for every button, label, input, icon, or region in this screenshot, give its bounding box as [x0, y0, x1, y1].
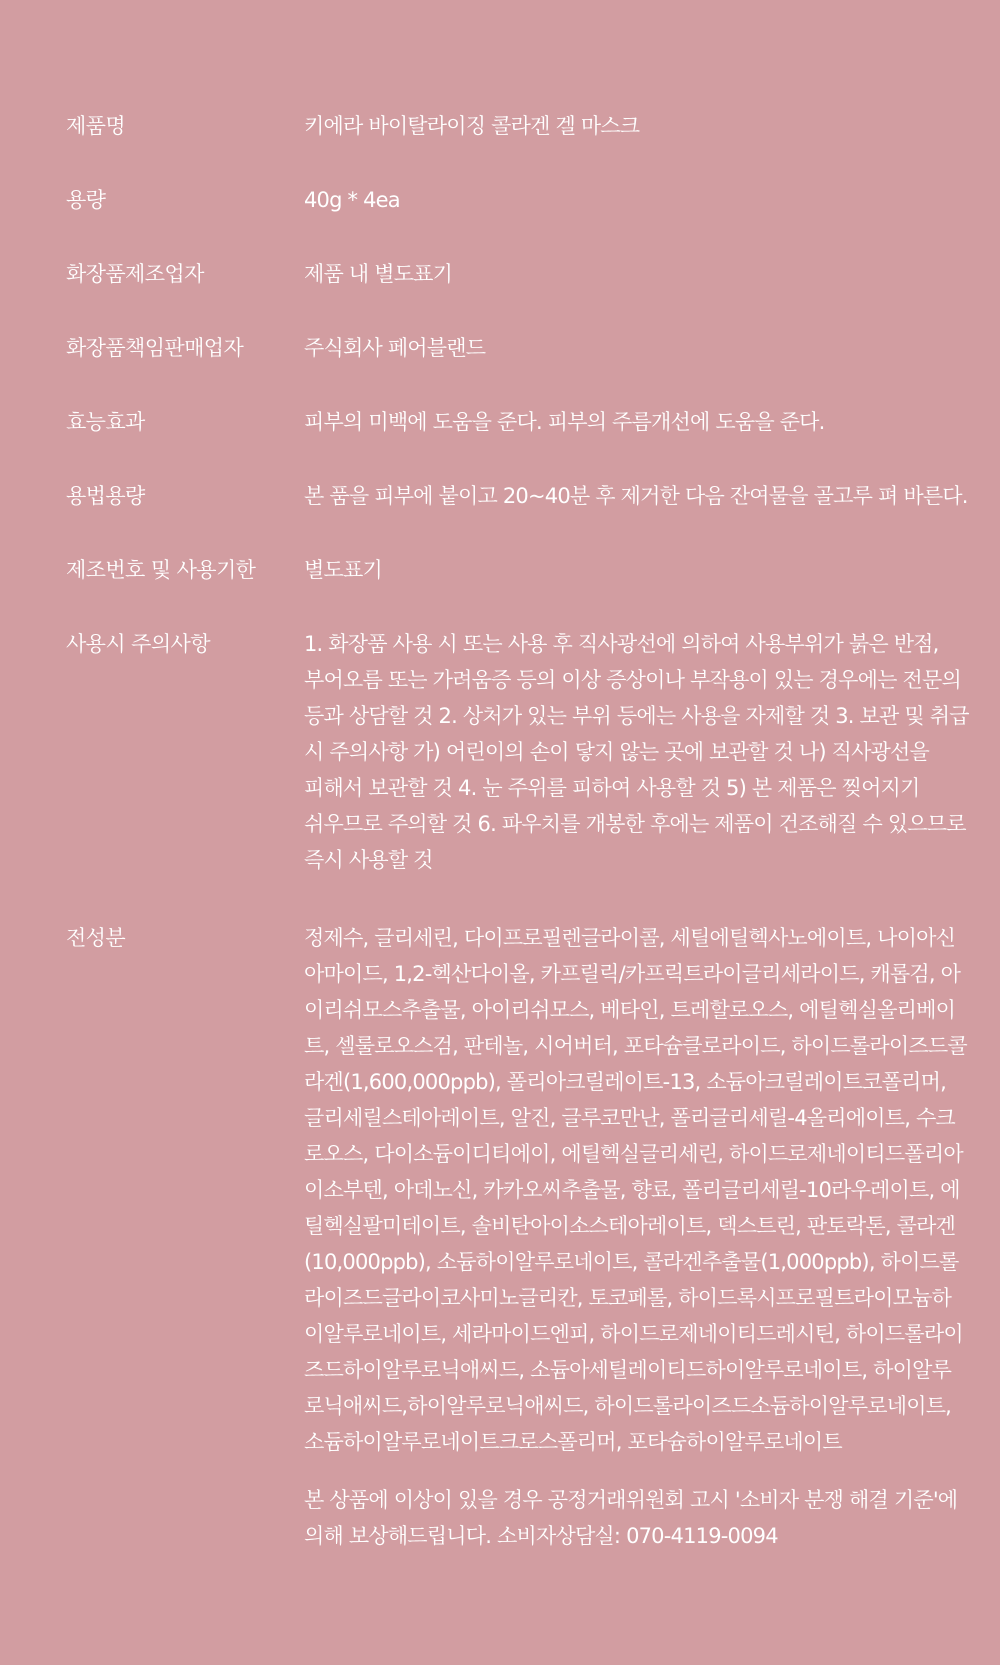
consumer-notice: 본 상품에 이상이 있을 경우 공정거래위원회 고시 '소비자 분쟁 해결 기준'에 의해 보상해드립니다. 소비자상담실: 070-4119-0094: [304, 1488, 958, 1548]
row-label: 제조번호 및 사용기한: [66, 558, 256, 582]
row-label: 화장품책임판매업자: [66, 336, 244, 360]
info-row-manufacturer: [0, 256, 1000, 292]
info-row-ingredients: [0, 920, 1000, 1460]
row-label: 용량: [66, 188, 106, 212]
row-label: 제품명: [66, 114, 126, 138]
row-label: 용법용량: [66, 484, 145, 508]
row-label: 화장품제조업자: [66, 262, 204, 286]
row-value: 제품 내 별도표기: [304, 262, 453, 286]
row-value: 1. 화장품 사용 시 또는 사용 후 직사광선에 의하여 사용부위가 붉은 반점, 부어오름 또는 가려움증 등의 이상 증상이나 부작용이 있는 경우에는 전문의 등과 상담할 것 2. 상처가 있는 부위 등에는 사용을 자제할 것 3. 보관 및 취급 시 주의사항 가) 어린이의 손이 닿지 않는 곳에 보관할 것 나) 직사광선을 피해서 보관할 것 4. 눈 주위를 피하여 사용할 것 5) 본 제품은 찢어지기 쉬우므로 주의할 것 6. 파우치를 개봉한 후에는 제품이 건조해질 수 있으므로 즉시 사용할 것: [304, 632, 969, 872]
row-value: 피부의 미백에 도움을 준다. 피부의 주름개선에 도움을 준다.: [304, 410, 825, 434]
row-value: 주식회사 페어블랜드: [304, 336, 486, 360]
row-value: 별도표기: [304, 558, 382, 582]
info-row-efficacy: [0, 404, 1000, 440]
row-value: 40g * 4ea: [304, 188, 400, 212]
info-row-precautions: [0, 626, 1000, 878]
row-value: 정제수, 글리세린, 다이프로필렌글라이콜, 세틸에틸헥사노에이트, 나이아신아마이드, 1,2-헥산다이올, 카프릴릭/카프릭트라이글리세라이드, 캐롭검, 아이리쉬모스추출물, 아이리쉬모스, 베타인, 트레할로오스, 에틸헥실올리베이트, 셀룰로오스검, 판테놀, 시어버터, 포타슘클로라이드, 하이드롤라이즈드콜라겐(1,600,000ppb), 폴리아크릴레이트-13, 소듐아크릴레이트코폴리머, 글리세릴스테아레이트, 알진, 글루코만난, 폴리글리세릴-4올리에이트, 수크로오스, 다이소듐이디티에이, 에틸헥실글리세린, 하이드로제네이티드폴리아이소부텐, 아데노신, 카카오씨추출물, 향료, 폴리글리세릴-10라우레이트, 에틸헥실팔미테이트, 솔비탄아이소스테아레이트, 덱스트린, 판토락톤, 콜라겐(10,000ppb), 소듐하이알루로네이트, 콜라겐추출물(1,000ppb), 하이드롤라이즈드글라이코사미노글리칸, 토코페롤, 하이드록시프로필트라이모늄하이알루로네이트, 세라마이드엔피, 하이드로제네이티드레시틴, 하이드롤라이즈드하이알루로닉애씨드, 소듐아세틸레이티드하이알루로네이트, 하이알루로닉애씨드,하이알루로닉애씨드, 하이드롤라이즈드소듐하이알루로네이트, 소듐하이알루로네이트크로스폴리머, 포타슘하이알루로네이트: [304, 926, 967, 1454]
info-row-usage: [0, 478, 1000, 514]
row-label: 전성분: [66, 926, 126, 950]
row-value: 키에라 바이탈라이징 콜라겐 겔 마스크: [304, 114, 640, 138]
info-row-distributor: [0, 330, 1000, 366]
row-value: 본 품을 피부에 붙이고 20~40분 후 제거한 다음 잔여물을 골고루 펴 바른다.: [304, 484, 968, 508]
info-row-lot-expiry: [0, 552, 1000, 588]
info-row-product-name: [0, 108, 1000, 144]
info-row-volume: [0, 182, 1000, 218]
row-label: 효능효과: [66, 410, 145, 434]
row-label: 사용시 주의사항: [66, 632, 210, 656]
